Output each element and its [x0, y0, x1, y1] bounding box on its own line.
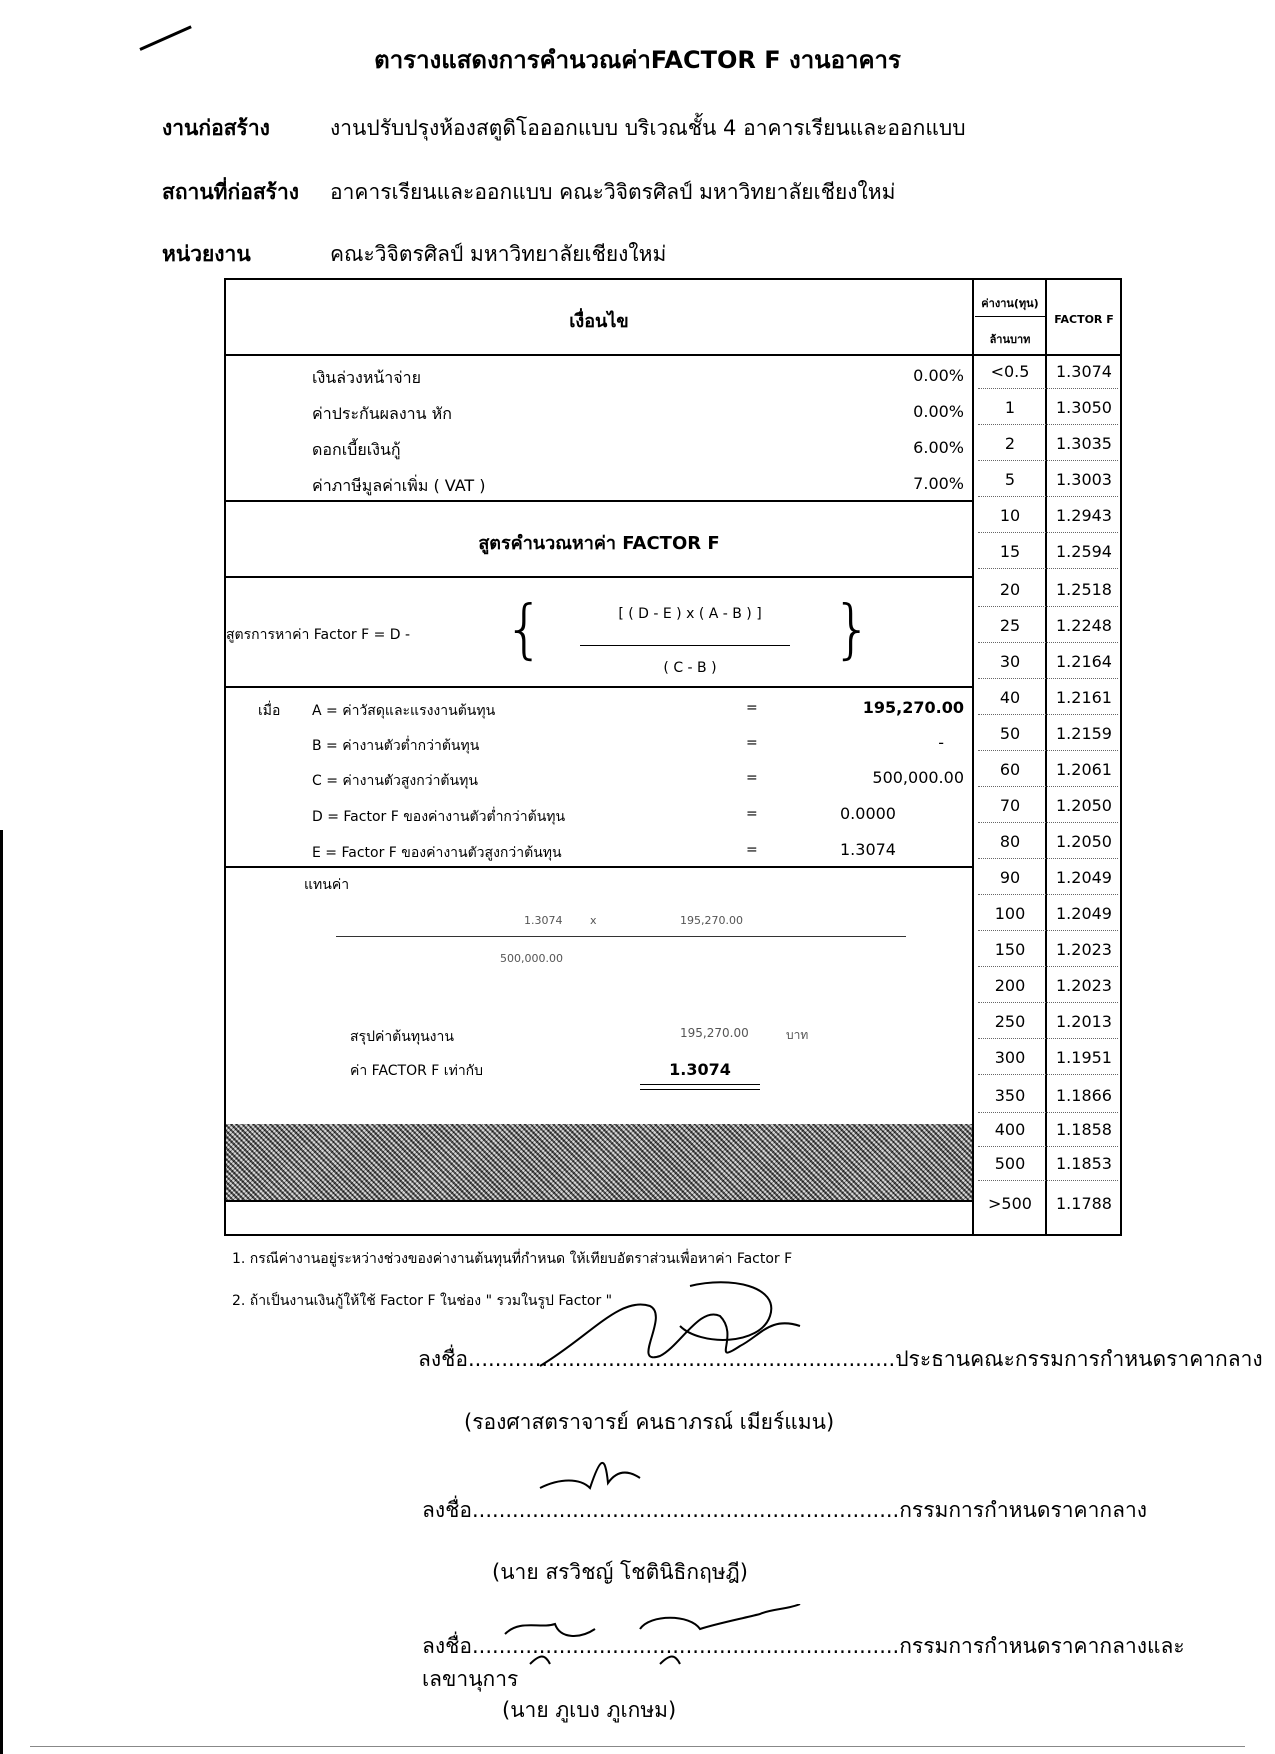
range-cost-cell: 150: [994, 940, 1026, 959]
factor-label: ค่า FACTOR F เท่ากับ: [350, 1063, 484, 1079]
sign-dots: ................................................................: [472, 1498, 900, 1522]
range-cost-cell: 200: [994, 976, 1026, 995]
factor-double-underline: [640, 1084, 760, 1090]
signer-name-2: (นาย สรวิชญ์ โชตินิธิกฤษฎี): [492, 1560, 748, 1584]
sum-value: 195,270.00: [680, 1026, 749, 1040]
condition-value: 6.00%: [913, 438, 964, 457]
note-2: 2. ถ้าเป็นงานเงินกู้ให้ใช้ Factor F ในช่อง " รวมในรูป Factor ": [232, 1293, 613, 1309]
formula-bottom-line: [224, 686, 974, 688]
var-value-a: 195,270.00: [862, 698, 964, 717]
var-value-e: 1.3074: [840, 840, 896, 859]
header-bottom-line: [224, 354, 1122, 356]
range-factor-cell: 1.1788: [1056, 1194, 1112, 1213]
sign-role: กรรมการกำหนดราคากลางและเลขานุการ: [422, 1634, 1185, 1691]
formula-label: สูตรการหาค่า Factor F = D -: [226, 627, 411, 643]
scan-bottom-line: [30, 1746, 1245, 1747]
var-label-d: D = Factor F ของค่างานตัวต่ำกว่าต้นทุน: [312, 809, 566, 825]
range-cost-cell: 90: [999, 868, 1021, 887]
formula-numerator: [ ( D - E ) x ( A - B ) ]: [618, 606, 762, 622]
fraction-bar: [580, 645, 790, 646]
range-cost-cell: <0.5: [990, 362, 1030, 381]
range-factor-cell: 1.3003: [1056, 470, 1112, 489]
range-factor-cell: 1.2164: [1056, 652, 1112, 671]
range-row-divider: [978, 1180, 1118, 1181]
condition-value: 0.00%: [913, 366, 964, 385]
range-cost-cell: 10: [999, 506, 1021, 525]
signature-line-2: [422, 1494, 1147, 1527]
sign-dots: ................................................................: [472, 1634, 900, 1658]
info-label-agency: หน่วยงาน: [162, 242, 251, 266]
range-row-divider: [978, 424, 1118, 425]
page-title: ตารางแสดงการคำนวณค่าFACTOR F งานอาคาร: [374, 46, 901, 74]
factor-value: 1.3074: [669, 1060, 731, 1079]
range-factor-cell: 1.1866: [1056, 1086, 1112, 1105]
header-cost-top: ค่างาน(ทุน): [981, 297, 1039, 310]
table-col-divider-cost: [972, 278, 974, 1236]
var-value-c: 500,000.00: [872, 768, 964, 787]
sub-e-value: 1.3074: [524, 914, 563, 927]
conditions-bottom-line: [224, 500, 974, 502]
range-factor-cell: 1.2061: [1056, 760, 1112, 779]
range-factor-cell: 1.3050: [1056, 398, 1112, 417]
range-cost-cell: 400: [994, 1120, 1026, 1139]
var-value-b: -: [938, 733, 944, 752]
condition-label: ค่าภาษีมูลค่าเพิ่ม ( VAT ): [312, 476, 486, 495]
condition-label: ดอกเบี้ยเงินกู้: [312, 440, 401, 459]
range-row-divider: [978, 750, 1118, 751]
range-cost-cell: 5: [1004, 470, 1016, 489]
range-row-divider: [978, 894, 1118, 895]
header-cost-bottom: ล้านบาท: [989, 333, 1031, 346]
info-value-project: งานปรับปรุงห้องสตูดิโอออกแบบ บริเวณชั้น 4 อาคารเรียนและออกแบบ: [330, 116, 966, 140]
note-1: 1. กรณีค่างานอยู่ระหว่างช่วงของค่างานต้นทุนที่กำหนด ให้เทียบอัตราส่วนเพื่อหาค่า Factor F: [232, 1251, 793, 1267]
table-col-divider-factor: [1045, 278, 1047, 1236]
var-label-e: E = Factor F ของค่างานตัวสูงกว่าต้นทุน: [312, 845, 562, 861]
range-cost-cell: 30: [999, 652, 1021, 671]
range-row-divider: [978, 388, 1118, 389]
range-cost-cell: 15: [999, 542, 1021, 561]
vars-bottom-line: [224, 866, 974, 868]
range-cost-cell: 2: [1004, 434, 1016, 453]
range-factor-cell: 1.2013: [1056, 1012, 1112, 1031]
var-eq: =: [746, 770, 758, 786]
range-row-divider: [978, 642, 1118, 643]
range-factor-cell: 1.3035: [1056, 434, 1112, 453]
sum-label: สรุปค่าต้นทุนงาน: [350, 1029, 454, 1045]
sign-dots: ................................................................: [468, 1347, 896, 1371]
range-row-divider: [978, 858, 1118, 859]
noise-bottom-line: [224, 1200, 974, 1202]
range-factor-cell: 1.2049: [1056, 904, 1112, 923]
info-label-location: สถานที่ก่อสร้าง: [162, 180, 299, 204]
scan-noise-band: [226, 1124, 972, 1200]
range-row-divider: [978, 568, 1118, 569]
range-row-divider: [978, 1112, 1118, 1113]
left-brace: {: [504, 593, 545, 667]
range-factor-cell: 1.3074: [1056, 362, 1112, 381]
substitute-label: แทนค่า: [304, 877, 350, 893]
range-cost-cell: 500: [994, 1154, 1026, 1173]
range-cost-cell: >500: [988, 1194, 1032, 1213]
range-cost-cell: 40: [999, 688, 1021, 707]
var-eq: =: [746, 842, 758, 858]
signature-line-3: [422, 1630, 1275, 1696]
range-factor-cell: 1.2161: [1056, 688, 1112, 707]
signature-line-1: [418, 1343, 1263, 1376]
sign-prefix: ลงชื่อ: [422, 1634, 472, 1658]
var-eq: =: [746, 735, 758, 751]
header-cost-divider: [975, 316, 1045, 317]
range-row-divider: [978, 1002, 1118, 1003]
range-row-divider: [978, 1146, 1118, 1147]
sign-role: กรรมการกำหนดราคากลาง: [899, 1498, 1148, 1522]
formula-denominator: ( C - B ): [663, 660, 717, 676]
range-cost-cell: 70: [999, 796, 1021, 815]
range-cost-cell: 60: [999, 760, 1021, 779]
signer-name-1: (รองศาสตราจารย์ คนธาภรณ์ เมียร์แมน): [464, 1410, 835, 1434]
range-cost-cell: 300: [994, 1048, 1026, 1067]
header-factor: FACTOR F: [1054, 313, 1114, 326]
range-cost-cell: 20: [999, 580, 1021, 599]
range-cost-cell: 350: [994, 1086, 1026, 1105]
range-row-divider: [978, 714, 1118, 715]
sum-unit: บาท: [786, 1028, 809, 1042]
sub-x: x: [590, 914, 597, 927]
range-factor-cell: 1.1853: [1056, 1154, 1112, 1173]
sub-a-value: 195,270.00: [680, 914, 743, 927]
condition-label: ค่าประกันผลงาน หัก: [312, 404, 452, 423]
header-conditions: เงื่อนไข: [569, 311, 629, 332]
sign-prefix: ลงชื่อ: [418, 1347, 468, 1371]
signer-name-3: (นาย ภูเบง ภูเกษม): [502, 1698, 677, 1722]
range-cost-cell: 80: [999, 832, 1021, 851]
range-row-divider: [978, 496, 1118, 497]
right-brace: }: [832, 593, 873, 667]
var-value-d: 0.0000: [840, 804, 896, 823]
var-eq: =: [746, 700, 758, 716]
range-row-divider: [978, 460, 1118, 461]
range-row-divider: [978, 1038, 1118, 1039]
range-cost-cell: 50: [999, 724, 1021, 743]
range-factor-cell: 1.1858: [1056, 1120, 1112, 1139]
var-label-b: B = ค่างานตัวต่ำกว่าต้นทุน: [312, 738, 480, 754]
sign-prefix: ลงชื่อ: [422, 1498, 472, 1522]
range-factor-cell: 1.2050: [1056, 832, 1112, 851]
range-row-divider: [978, 606, 1118, 607]
info-value-agency: คณะวิจิตรศิลป์ มหาวิทยาลัยเชียงใหม่: [330, 242, 667, 266]
range-factor-cell: 1.2518: [1056, 580, 1112, 599]
range-factor-cell: 1.2248: [1056, 616, 1112, 635]
sub-c-value: 500,000.00: [500, 952, 563, 965]
condition-value: 0.00%: [913, 402, 964, 421]
range-factor-cell: 1.2594: [1056, 542, 1112, 561]
range-row-divider: [978, 930, 1118, 931]
range-factor-cell: 1.2023: [1056, 940, 1112, 959]
range-row-divider: [978, 1074, 1118, 1075]
range-cost-cell: 100: [994, 904, 1026, 923]
range-factor-cell: 1.2943: [1056, 506, 1112, 525]
condition-value: 7.00%: [913, 474, 964, 493]
sign-role: ประธานคณะกรรมการกำหนดราคากลาง: [895, 1347, 1263, 1371]
range-row-divider: [978, 966, 1118, 967]
info-value-location: อาคารเรียนและออกแบบ คณะวิจิตรศิลป์ มหาวิทยาลัยเชียงใหม่: [330, 180, 896, 204]
range-cost-cell: 250: [994, 1012, 1026, 1031]
var-eq: =: [746, 806, 758, 822]
range-row-divider: [978, 532, 1118, 533]
range-factor-cell: 1.2023: [1056, 976, 1112, 995]
formula-title-bottom-line: [224, 576, 974, 578]
range-factor-cell: 1.2049: [1056, 868, 1112, 887]
range-factor-cell: 1.2159: [1056, 724, 1112, 743]
var-label-a: A = ค่าวัสดุและแรงงานต้นทุน: [312, 703, 496, 719]
where-label: เมื่อ: [258, 703, 281, 719]
range-row-divider: [978, 678, 1118, 679]
range-row-divider: [978, 786, 1118, 787]
var-label-c: C = ค่างานตัวสูงกว่าต้นทุน: [312, 773, 478, 789]
range-factor-cell: 1.2050: [1056, 796, 1112, 815]
range-row-divider: [978, 822, 1118, 823]
range-factor-cell: 1.1951: [1056, 1048, 1112, 1067]
scan-edge-line: [0, 830, 3, 1754]
condition-label: เงินล่วงหน้าจ่าย: [312, 368, 422, 387]
formula-title: สูตรคำนวณหาค่า FACTOR F: [478, 533, 720, 554]
range-cost-cell: 1: [1004, 398, 1016, 417]
sub-fraction-bar: [336, 936, 906, 937]
range-cost-cell: 25: [999, 616, 1021, 635]
info-label-project: งานก่อสร้าง: [162, 116, 270, 140]
